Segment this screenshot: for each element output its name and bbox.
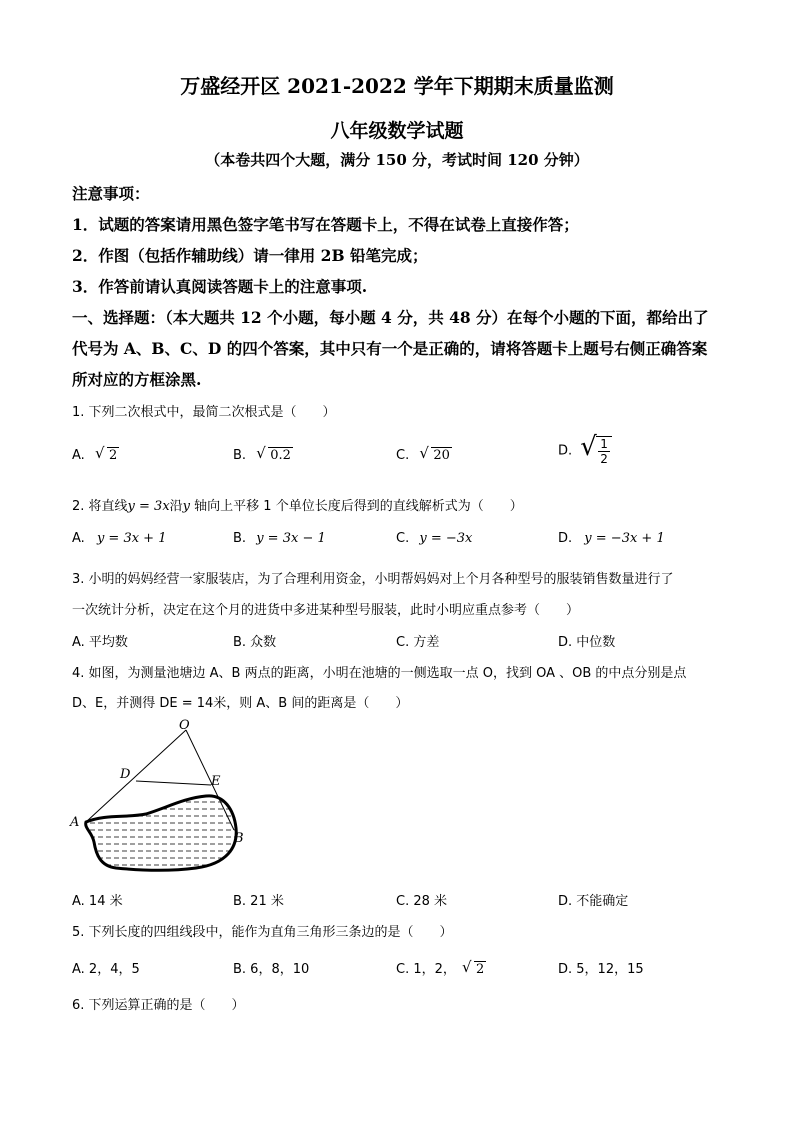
notice-heading: 注意事项： <box>72 184 150 203</box>
notice-item-1: 1．试题的答案请用黑色签字笔书写在答题卡上，不得在试卷上直接作答； <box>72 215 579 234</box>
q2-option-a: A. y = 3x + 1 <box>72 531 167 546</box>
q5-option-d: D. 5，12，15 <box>558 962 644 977</box>
section1-line-1: 一、选择题：（本大题共 12 个小题，每小题 4 分，共 48 分）在每个小题的下面，都给出了 <box>72 308 709 327</box>
q1-c-sqrt: √ 20 <box>419 444 450 463</box>
q2-option-c: C. y = −3x <box>396 531 473 546</box>
q2-stem-var: y <box>182 499 191 514</box>
q4-option-b: B. 21 米 <box>233 894 284 909</box>
q1-c-radicand: 20 <box>433 448 450 463</box>
q2-option-b: B. y = 3x − 1 <box>233 531 326 546</box>
q2-option-d: D. y = −3x + 1 <box>558 531 665 546</box>
q6-stem: 6. 下列运算正确的是（ ） <box>72 998 245 1013</box>
q1-option-d <box>558 432 612 466</box>
q5-c-prefix: C. 1，2， <box>396 962 456 977</box>
point-d-label: D <box>120 767 131 782</box>
q2-stem-expr: y = 3x <box>127 499 170 514</box>
point-e-label: E <box>211 774 221 789</box>
q5-c-radicand: 2 <box>476 962 485 977</box>
q1-option-c <box>396 444 452 463</box>
q2-stem <box>72 495 523 514</box>
point-o-label: O <box>179 718 190 733</box>
segment-de <box>136 781 211 785</box>
q3-option-d: D. 中位数 <box>558 635 616 650</box>
q5-c-sqrt: √ 2 <box>462 958 485 977</box>
q2-stem-pre: 2. 将直线 <box>72 499 128 514</box>
exam-note: （本卷共四个大题，满分 150 分，考试时间 120 分钟） <box>205 151 589 169</box>
segment-ob <box>186 730 234 830</box>
notice-item-2: 2．作图（包括作辅助线）请一律用 2B 铅笔完成； <box>72 246 428 265</box>
q1-b-sqrt: √ 0.2 <box>256 444 291 463</box>
q1-c-label: C. <box>396 448 410 463</box>
q1-a-label: A. <box>72 448 85 463</box>
q2-b-expr: y = 3x − 1 <box>256 531 326 546</box>
q1-option-b <box>233 444 293 463</box>
q4-line-2: D、E，并测得 DE = 14米，则 A、B 间的距离是（ ） <box>72 696 409 711</box>
q1-d-denominator: 2 <box>600 452 608 466</box>
q2-stem-mid: 沿 <box>169 499 183 514</box>
q1-option-a <box>72 444 119 463</box>
q5-option-c <box>396 958 486 977</box>
q4-option-d: D. 不能确定 <box>558 894 629 909</box>
section1-line-3: 所对应的方框涂黑. <box>72 370 202 389</box>
point-b-label: B <box>234 831 244 846</box>
pond-figure <box>66 718 266 878</box>
q3-option-b: B. 众数 <box>233 635 277 650</box>
section1-line-2: 代号为 A、B、C、D 的四个答案，其中只有一个是正确的，请将答题卡上题号右侧正确答案 <box>72 339 708 358</box>
q2-d-expr: y = −3x + 1 <box>584 531 665 546</box>
exam-subtitle: 八年级数学试题 <box>330 120 464 142</box>
q1-d-sqrt: √ $\frac{1}{2}$ <box>582 436 612 466</box>
q1-b-label: B. <box>233 448 247 463</box>
q1-a-sqrt: √ 2 <box>94 444 118 463</box>
notice-item-3: 3．作答前请认真阅读答题卡上的注意事项. <box>72 277 368 296</box>
q2-stem-post: 轴向上平移 1 个单位长度后得到的直线解析式为（ ） <box>190 499 523 514</box>
q4-option-a: A. 14 米 <box>72 894 123 909</box>
q1-b-radicand: 0.2 <box>270 448 291 463</box>
q1-a-radicand: 2 <box>108 448 118 463</box>
q2-a-expr: y = 3x + 1 <box>96 531 167 546</box>
exam-title: 万盛经开区 2021-2022 学年下期期末质量监测 <box>180 74 614 98</box>
q3-option-a: A. 平均数 <box>72 635 128 650</box>
q5-stem: 5. 下列长度的四组线段中，能作为直角三角形三条边的是（ ） <box>72 925 453 940</box>
q1-d-numerator: 1 <box>600 437 608 451</box>
q4-line-1: 4. 如图，为测量池塘边 A、B 两点的距离，小明在池塘的一侧选取一点 O，找到 OA 、OB 的中点分别是点 <box>72 666 687 681</box>
q5-option-b: B. 6，8，10 <box>233 962 310 977</box>
segment-oa <box>86 730 186 822</box>
q2-c-expr: y = −3x <box>419 531 473 546</box>
q3-line-1: 3. 小明的妈妈经营一家服装店，为了合理利用资金，小明帮妈妈对上个月各种型号的服装销售数量进行了 <box>72 572 674 587</box>
q1-d-label: D. <box>558 443 573 459</box>
point-a-label: A <box>70 815 80 830</box>
pond-outline <box>86 796 237 870</box>
q3-option-c: C. 方差 <box>396 635 440 650</box>
q1-stem: 1. 下列二次根式中，最简二次根式是（ ） <box>72 405 336 420</box>
q5-option-a: A. 2，4，5 <box>72 962 140 977</box>
q3-line-2: 一次统计分析，决定在这个月的进货中多进某种型号服装，此时小明应重点参考（ ） <box>72 603 580 618</box>
q4-option-c: C. 28 米 <box>396 894 448 909</box>
